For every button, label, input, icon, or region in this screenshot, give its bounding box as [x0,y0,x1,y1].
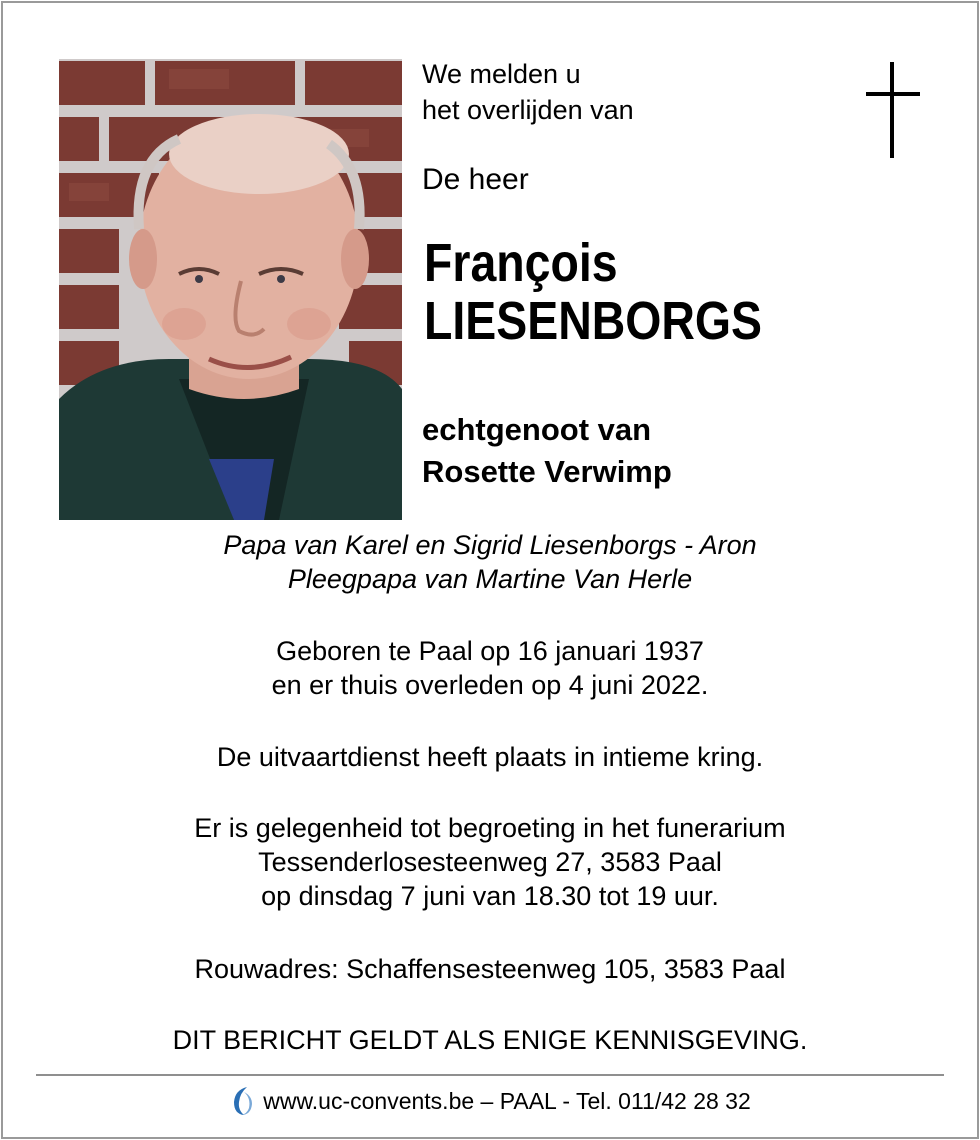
service-section [0,740,980,774]
visitation-line-2: Tessenderlosesteenweg 27, 3583 Paal [258,847,722,877]
honorific: De heer [422,163,529,196]
family-line-1: Papa van Karel en Sigrid Liesenborgs - Aron [223,530,757,560]
service-line: De uitvaartdienst heeft plaats in intieme kring. [216,742,764,772]
death-line: en er thuis overleden op 4 juni 2022. [271,670,709,700]
notice-line: DIT BERICHT GELDT ALS ENIGE KENNISGEVING. [172,1025,808,1055]
visitation-line-3: op dinsdag 7 juni van 18.30 tot 19 uur. [261,881,719,911]
intro-line-1: We melden u [422,59,581,89]
visitation-line-1: Er is gelegenheid tot begroeting in het funerarium [194,813,786,843]
deceased-name [424,234,762,350]
spouse-line-2: Rosette Verwimp [422,454,672,489]
visitation-section [0,811,980,913]
portrait-photo [59,59,402,520]
intro-line-2: het overlijden van [422,95,634,125]
family-line-2: Pleegpapa van Martine Van Herle [287,564,693,594]
address-line: Rouwadres: Schaffensesteenweg 105, 3583 Paal [194,954,786,984]
last-name: LIESENBORGS [424,291,763,351]
spouse-line-1: echtgenoot van [422,412,652,447]
birth-death-section [0,634,980,702]
cross-icon [864,62,922,158]
first-name: François [424,233,618,293]
footer-divider [36,1074,944,1076]
address-section [0,952,980,986]
notice-section [0,1023,980,1057]
spouse-info [422,409,672,493]
footer-contact: www.uc-convents.be – PAAL - Tel. 011/42 28 32 [263,1087,751,1114]
footer [0,1082,980,1118]
intro-text [422,56,634,128]
funeral-home-logo-icon [229,1084,255,1118]
family-section [0,528,980,596]
birth-line: Geboren te Paal op 16 januari 1937 [276,636,704,666]
